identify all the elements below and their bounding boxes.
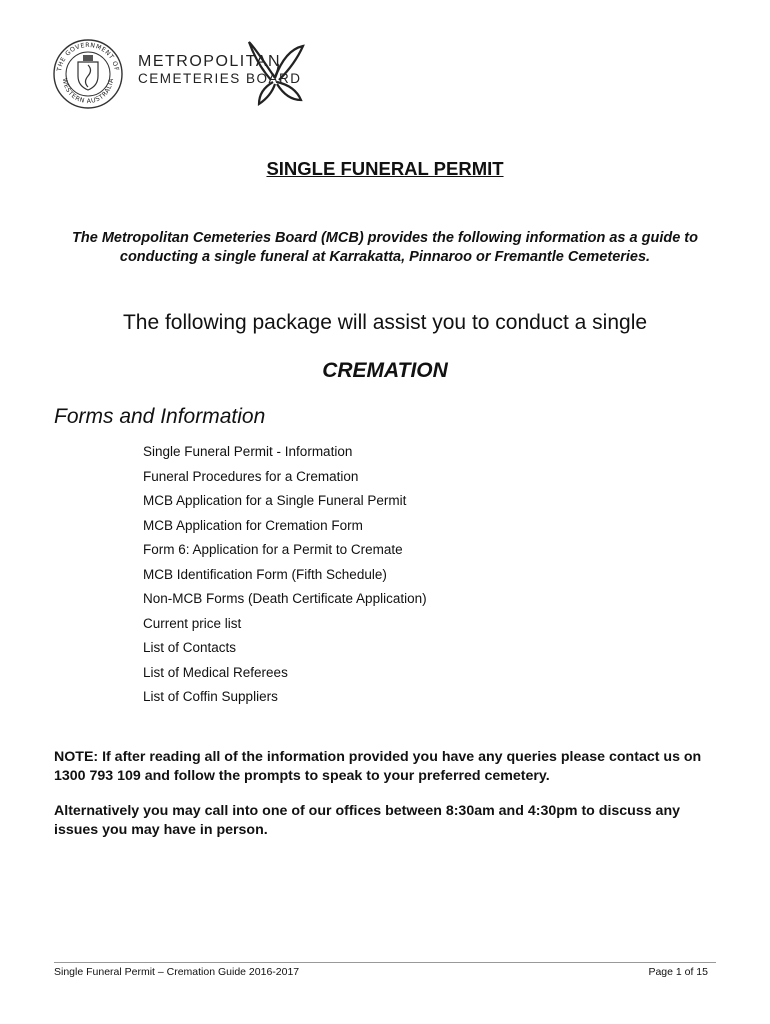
list-item-text: Funeral Procedures for a Cremation [143, 468, 359, 484]
list-item-text: Single Funeral Permit - Information [143, 444, 353, 459]
svg-text:THE GOVERNMENT OF: THE GOVERNMENT OF [56, 41, 120, 72]
footer-document-name: Single Funeral Permit – Cremation Guide 2016-2017 [54, 966, 300, 978]
package-statement: The following package will assist you to conduct a single [122, 311, 648, 334]
list-item-text: List of Contacts [143, 640, 237, 655]
document-title: SINGLE FUNERAL PERMIT [266, 158, 504, 179]
list-item-text: Non-MCB Forms (Death Certificate Application) [143, 591, 427, 606]
footer-divider [54, 962, 716, 963]
org-name-line2: CEMETERIES BOARD [138, 71, 302, 86]
footer-page-number: Page 1 of 15 [648, 966, 708, 978]
list-item-text: Form 6: Application for a Permit to Cremate [143, 542, 403, 557]
list-item-text: Current price list [143, 615, 242, 631]
intro-paragraph: The Metropolitan Cemeteries Board (MCB) provides the following information as a guide to conducting a single funeral at Karrakatta, Pinnaroo or Fremantle Cemeteries. [72, 230, 698, 265]
org-name-line1: METROPOLITAN [138, 53, 282, 70]
wa-government-seal-logo [52, 38, 124, 110]
list-item-text: List of Medical Referees [143, 664, 288, 680]
office-visit-note: Alternatively you may call into one of our offices between 8:30am and 4:30pm to discuss any issues you may have in person. [54, 803, 681, 838]
package-type-heading: CREMATION [322, 359, 448, 382]
list-item-text: MCB Identification Form (Fifth Schedule) [143, 566, 387, 582]
list-item-text: MCB Application for a Single Funeral Permit [143, 493, 407, 508]
butterfly-logo [245, 38, 307, 110]
forms-heading: Forms and Information [54, 405, 266, 428]
svg-text:WESTERN AUSTRALIA: WESTERN AUSTRALIA [60, 77, 116, 106]
list-item-text: List of Coffin Suppliers [143, 689, 278, 704]
contact-note: NOTE: If after reading all of the information provided you have any queries please contact us on 1300 793 109 and follow the prompts to speak to your preferred cemetery. [54, 749, 702, 784]
list-item-text: MCB Application for Cremation Form [143, 517, 363, 533]
